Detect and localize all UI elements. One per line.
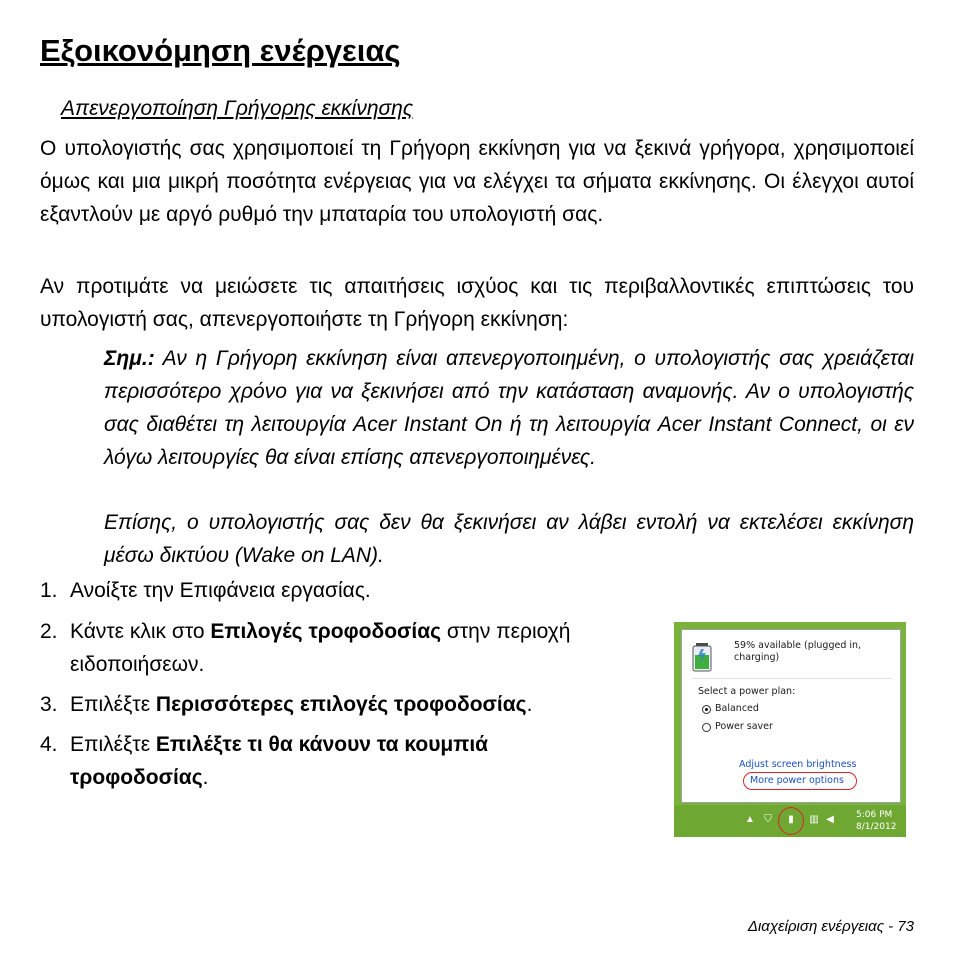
shield-icon[interactable]: ⛉ [764,814,772,825]
tray-highlight-circle [778,807,804,835]
step-emphasis: Επιλέξτε τι θα κάνουν τα κουμπιά τροφοδοσίας [70,733,489,789]
radio-power-saver[interactable] [702,723,711,732]
show-hidden-icons-icon[interactable]: ▲ [745,814,755,825]
taskbar-clock[interactable] [856,809,896,833]
radio-balanced[interactable] [702,705,711,714]
note-block [104,342,914,474]
page-title: Εξοικονόμηση ενέργειας [40,33,401,68]
note-label: Σημ.: [104,347,155,370]
paragraph-intro: Ο υπολογιστής σας χρησιμοποιεί τη Γρήγορη εκκίνηση για να ξεκινά γρήγορα, χρησιμοποιεί όμως και μια μικρή ποσότητα ενέργειας για να ελέγχει τα σήματα εκκίνησης. Οι έλεγχοι αυτοί εξαντλούν με αργό ρυθμό την μπαταρία του υπολογιστή σας. [40,137,914,226]
plan-balanced-label[interactable]: Balanced [715,703,759,714]
step-number: 3. [40,693,58,716]
plan-power-saver-label[interactable]: Power saver [715,721,773,732]
step-text: Κάντε κλικ στο Επιλογές τροφοδοσίας στην περιοχή ειδοποιήσεων. [70,620,571,676]
step-number: 4. [40,733,58,756]
battery-status: 59% available (plugged in, charging) [734,640,862,663]
section-subtitle: Απενεργοποίηση Γρήγορης εκκίνησης [61,97,414,120]
highlight-circle [743,772,857,790]
power-flyout [681,629,901,803]
network-signal-icon[interactable]: ▥ [809,814,819,825]
step-number: 2. [40,620,58,643]
step-number: 1. [40,579,58,602]
volume-icon[interactable]: ◀ [826,814,834,825]
clock-time: 5:06 PM [856,810,893,820]
step-text: Επιλέξτε Περισσότερες επιλογές τροφοδοσίας. [70,693,533,716]
note-continuation: Επίσης, ο υπολογιστής σας δεν θα ξεκινήσει αν λάβει εντολή να εκτελέσει εκκίνηση μέσω δικτύου (Wake on LAN). [104,511,914,567]
step-emphasis: Περισσότερες επιλογές τροφοδοσίας [155,693,527,716]
step-emphasis: Επιλογές τροφοδοσίας [210,620,442,643]
step-text: Επιλέξτε Επιλέξτε τι θα κάνουν τα κουμπιά τροφοδοσίας. [70,733,489,789]
more-power-options-link[interactable]: More power options [750,775,844,786]
divider [692,678,892,679]
battery-icon [692,642,712,672]
select-plan-label: Select a power plan: [698,686,796,697]
page-footer: Διαχείριση ενέργειας - 73 [747,918,914,935]
step-text: Ανοίξτε την Επιφάνεια εργασίας. [70,579,371,602]
adjust-brightness-link[interactable]: Adjust screen brightness [739,759,857,770]
clock-date: 8/1/2012 [856,822,897,832]
paragraph-instruction: Αν προτιμάτε να μειώσετε τις απαιτήσεις ισχύος και τις περιβαλλοντικές επιπτώσεις του υπολογιστή σας, απενεργοποιήστε τη Γρήγορη εκκίνηση: [40,275,914,331]
note-text: Αν η Γρήγορη εκκίνηση είναι απενεργοποιημένη, ο υπολογιστής σας χρειάζεται περισσότερο χρόνο για να ξεκινήσει από την κατάσταση αναμονής. Αν ο υπολογιστής σας διαθέτει τη λειτουργία Acer Instant On ή τη λειτουργία Acer Instant Connect, οι εν λόγω λειτουργίες θα είναι επίσης απενεργοποιημένες. [104,347,915,469]
taskbar [674,805,906,837]
power-options-screenshot [674,622,906,837]
power-plug-battery-icon[interactable]: ▮ [788,814,794,825]
